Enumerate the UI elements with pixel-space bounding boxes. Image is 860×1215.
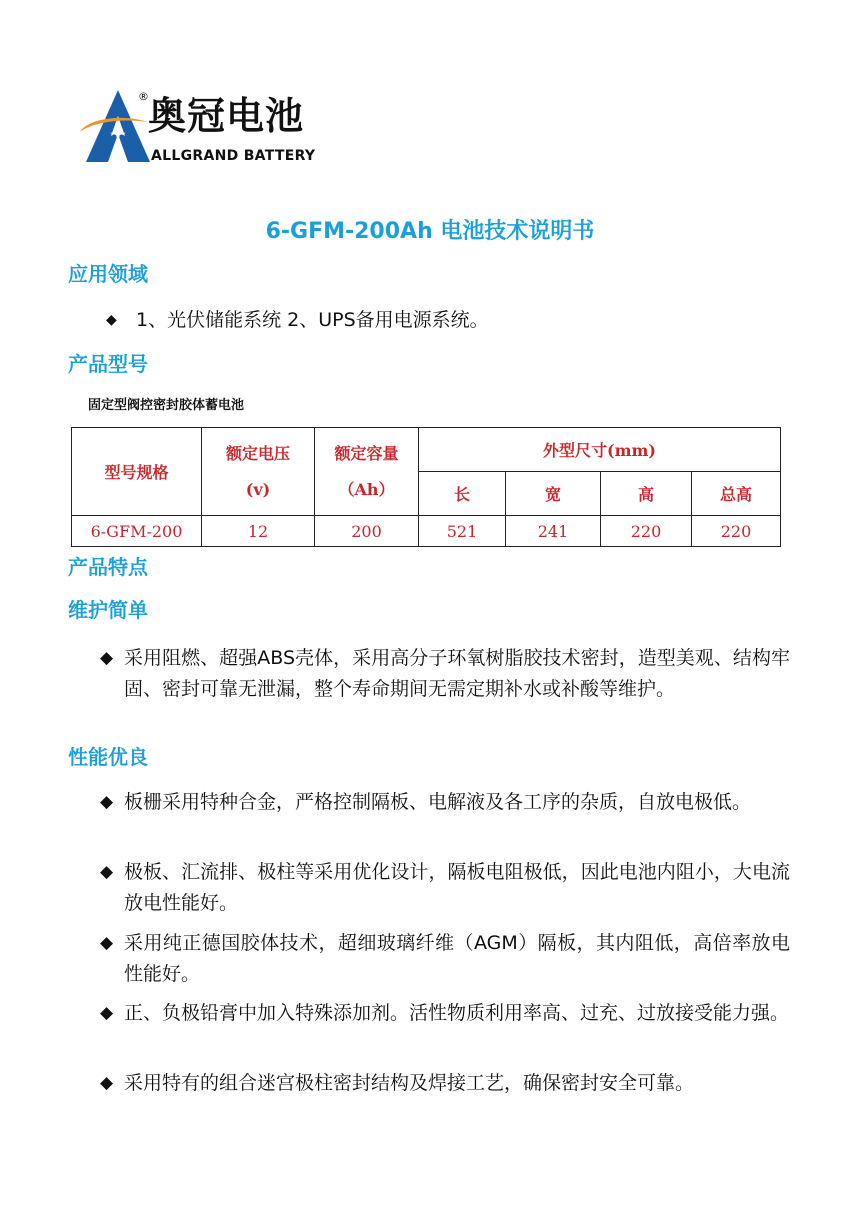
heading-maintenance: 维护简单 <box>68 598 148 622</box>
header-voltage-label: 额定电压 <box>225 443 290 463</box>
maintenance-item-text: 采用阻燃、超强ABS壳体，采用高分子环氧树脂胶技术密封，造型美观、结构牢固、密封可靠无泄漏，整个寿命期间无需定期补水或补酸等维护。 <box>124 647 790 700</box>
cell-model: 6-GFM-200 <box>72 516 202 547</box>
performance-item-text: 采用特有的组合迷宫极柱密封结构及焊接工艺，确保密封安全可靠。 <box>124 1072 695 1094</box>
bullet-diamond-icon: ◆ <box>100 792 114 812</box>
cell-voltage: 12 <box>202 516 315 547</box>
spec-table <box>71 427 781 547</box>
cell-width: 241 <box>506 516 601 547</box>
cell-height: 220 <box>601 516 692 547</box>
bullet-diamond-icon: ◆ <box>106 312 117 328</box>
registered-mark: ® <box>138 90 149 103</box>
performance-item-text: 正、负极铅膏中加入特殊添加剂。活性物质利用率高、过充、过放接受能力强。 <box>124 1002 790 1024</box>
application-item-text: 1、光伏储能系统 2、UPS备用电源系统。 <box>136 309 489 331</box>
header-total-height: 总高 <box>692 472 781 516</box>
performance-item <box>100 857 790 919</box>
cell-capacity: 200 <box>315 516 419 547</box>
performance-item-text: 板栅采用特种合金，严格控制隔板、电解液及各工序的杂质，自放电极低。 <box>124 791 752 813</box>
header-dimensions: 外型尺寸(mm) <box>419 428 781 472</box>
table-row <box>72 516 781 547</box>
bullet-diamond-icon: ◆ <box>100 1003 114 1023</box>
header-capacity-label: 额定容量 <box>334 443 399 463</box>
performance-item-text: 采用纯正德国胶体技术，超细玻璃纤维（AGM）隔板，其内阻低，高倍率放电性能好。 <box>124 932 790 985</box>
application-item <box>100 305 790 336</box>
heading-features: 产品特点 <box>68 555 148 579</box>
cell-length: 521 <box>419 516 506 547</box>
bullet-diamond-icon: ◆ <box>100 933 114 953</box>
performance-item <box>100 1068 790 1099</box>
cell-total-height: 220 <box>692 516 781 547</box>
bullet-diamond-icon: ◆ <box>100 648 114 668</box>
header-model: 型号规格 <box>72 428 202 516</box>
bullet-diamond-icon: ◆ <box>100 1073 114 1093</box>
header-capacity-unit: （Ah） <box>338 479 395 499</box>
heading-application: 应用领域 <box>68 262 148 286</box>
header-width: 宽 <box>506 472 601 516</box>
header-voltage-unit: (v) <box>245 479 271 499</box>
heading-product-model: 产品型号 <box>68 352 148 376</box>
performance-item <box>100 998 790 1029</box>
maintenance-item <box>100 643 790 705</box>
performance-item <box>100 787 790 818</box>
heading-performance: 性能优良 <box>68 745 148 769</box>
bullet-diamond-icon: ◆ <box>100 862 114 882</box>
document-title: 6-GFM-200Ah 电池技术说明书 <box>265 219 595 244</box>
company-logo <box>78 88 368 168</box>
logo-brand-chinese: 奥冠电池 <box>148 94 305 138</box>
logo-brand-english: ALLGRAND BATTERY <box>151 148 316 164</box>
header-voltage <box>202 428 315 516</box>
header-length: 长 <box>419 472 506 516</box>
header-height: 高 <box>601 472 692 516</box>
performance-item-text: 极板、汇流排、极柱等采用优化设计，隔板电阻极低，因此电池内阻小，大电流放电性能好。 <box>124 861 790 914</box>
header-capacity <box>315 428 419 516</box>
performance-item <box>100 928 790 990</box>
model-subtitle: 固定型阀控密封胶体蓄电池 <box>88 398 245 413</box>
